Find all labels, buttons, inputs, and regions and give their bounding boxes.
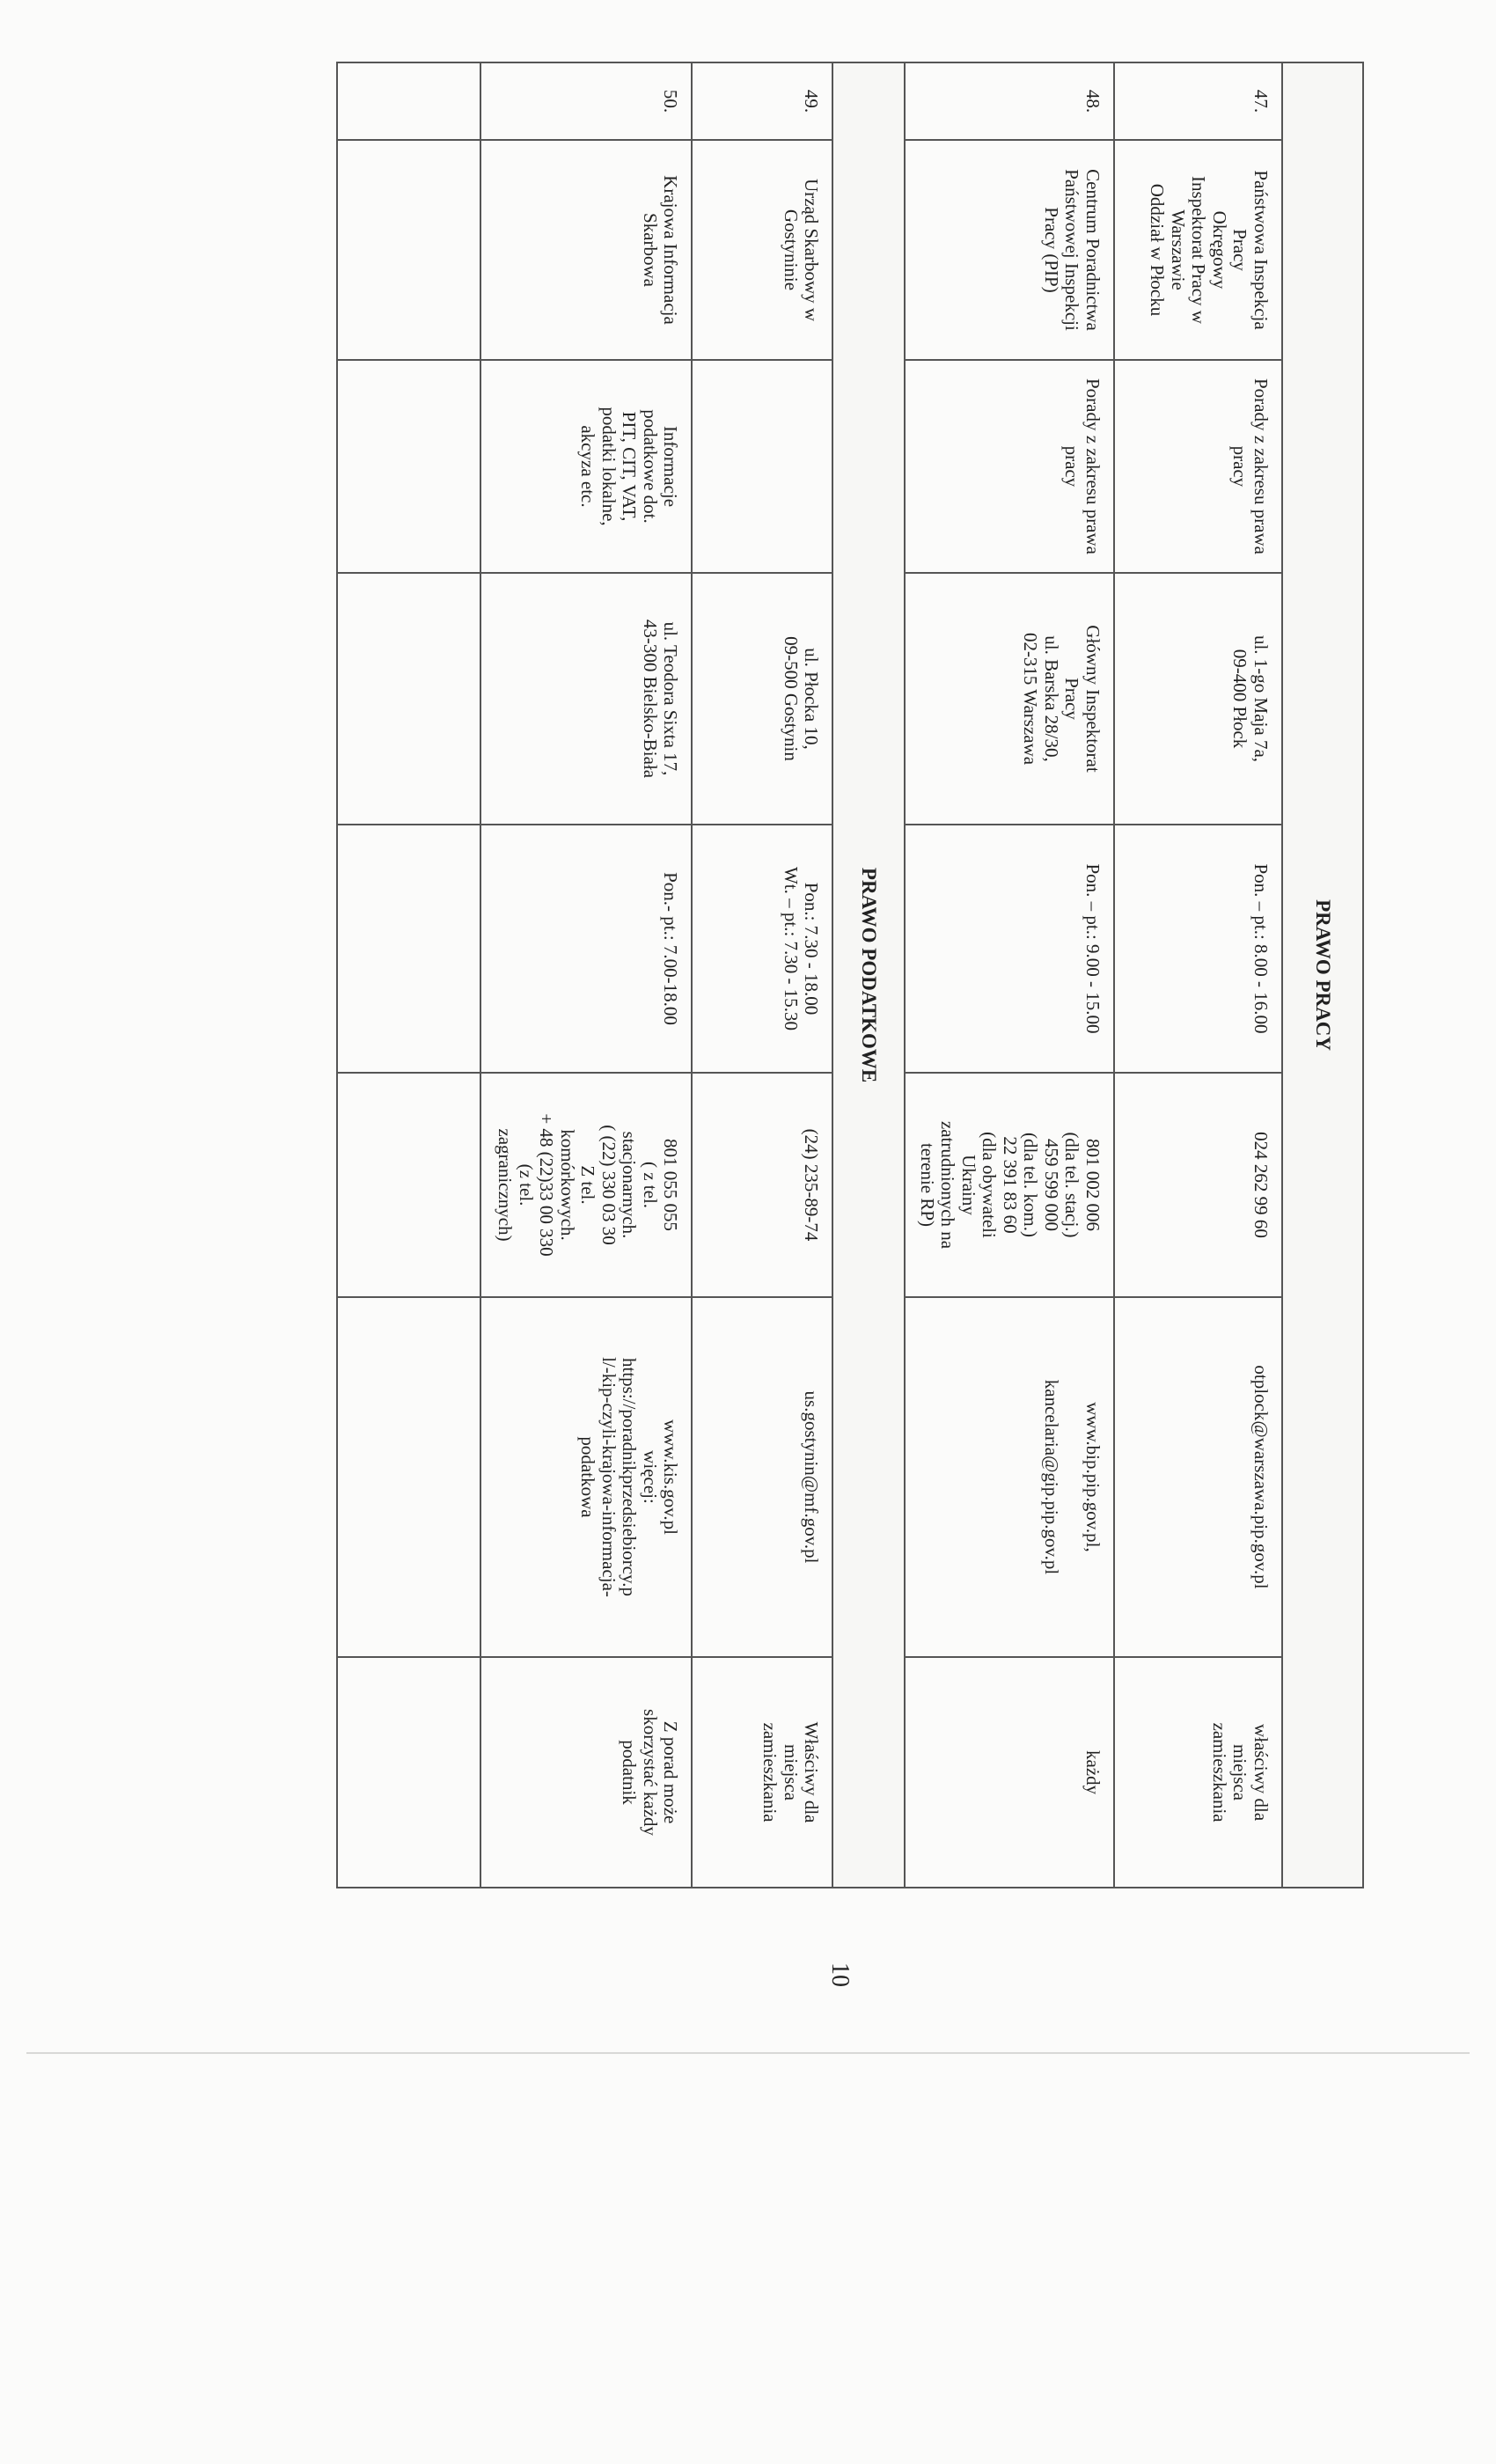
- table-row: [1114, 62, 1282, 1888]
- section-header-row: [832, 62, 905, 1888]
- hours-cell: Pon. – pt.: 9.00 - 15.00: [905, 825, 1114, 1073]
- table-row: [905, 62, 1114, 1888]
- scope-cell: [692, 360, 832, 573]
- phone-cell: 801 055 055 ( z tel. stacjonarnych. ( (22) 330 03 30 Z tel. komórkowych. + 48 (22)33 00 330 (z tel. zagranicznych): [480, 1073, 692, 1297]
- scope-cell: Porady z zakresu prawa pracy: [905, 360, 1114, 573]
- address-cell: ul. Płocka 10, 09-500 Gostynin: [692, 573, 832, 825]
- table-row: [692, 62, 832, 1888]
- contact-cell: www.bip.pip.gov.pl, kancelaria@gip.pip.gov.pl: [905, 1297, 1114, 1657]
- contact-cell: us.gostynin@mf.gov.pl: [692, 1297, 832, 1657]
- table-row-empty: [337, 62, 480, 1888]
- eligibility-cell: każdy: [905, 1657, 1114, 1888]
- empty-cell: [337, 825, 480, 1073]
- row-number: 49.: [692, 62, 832, 140]
- institution-cell: Krajowa Informacja Skarbowa: [480, 140, 692, 360]
- hours-cell: Pon.- pt.: 7.00-18.00: [480, 825, 692, 1073]
- scan-edge-divider: [26, 2052, 1470, 2054]
- address-cell: Główny Inspektorat Pracy ul. Barska 28/30, 02-315 Warszawa: [905, 573, 1114, 825]
- section-title-labour-law: PRAWO PRACY: [1282, 62, 1363, 1888]
- institution-cell: Centrum Poradnictwa Państwowej Inspekcji Pracy (PIP): [905, 140, 1114, 360]
- row-number: 50.: [480, 62, 692, 140]
- phone-cell: (24) 235-89-74: [692, 1073, 832, 1297]
- scope-cell: Porady z zakresu prawa pracy: [1114, 360, 1282, 573]
- phone-cell: 801 002 006 (dla tel. stacj.) 459 599 000 (dla tel. kom.) 22 391 83 60 (dla obywateli Ukrainy zatrudnionych na terenie RP): [905, 1073, 1114, 1297]
- scope-cell: Informacje podatkowe dot. PIT, CIT, VAT, podatki lokalne, akcyza etc.: [480, 360, 692, 573]
- section-header-row: [1282, 62, 1363, 1888]
- institution-cell: Urząd Skarbowy w Gostyninie: [692, 140, 832, 360]
- row-number: 48.: [905, 62, 1114, 140]
- empty-cell: [337, 1297, 480, 1657]
- empty-cell: [337, 62, 480, 140]
- rotated-page: [352, 62, 1364, 1987]
- hours-cell: Pon. – pt.: 8.00 - 16.00: [1114, 825, 1282, 1073]
- eligibility-cell: Z porad może skorzystać każdy podatnik: [480, 1657, 692, 1888]
- page-number: 10: [826, 1962, 854, 1987]
- empty-cell: [337, 360, 480, 573]
- institutions-table: [336, 62, 1364, 1888]
- empty-cell: [337, 140, 480, 360]
- empty-cell: [337, 573, 480, 825]
- empty-cell: [337, 1657, 480, 1888]
- empty-cell: [337, 1073, 480, 1297]
- table-row: [480, 62, 692, 1888]
- hours-cell: Pon.: 7.30 - 18.00 Wt. – pt.: 7.30 - 15.30: [692, 825, 832, 1073]
- contact-cell: otplock@warszawa.pip.gov.pl: [1114, 1297, 1282, 1657]
- address-cell: ul. Teodora Sixta 17, 43-300 Bielsko-Biała: [480, 573, 692, 825]
- contact-cell: www.kis.gov.pl więcej: https://poradnikprzedsiebiorcy.p l/-kip-czyli-krajowa-informacja- podatkowa: [480, 1297, 692, 1657]
- eligibility-cell: właściwy dla miejsca zamieszkania: [1114, 1657, 1282, 1888]
- row-number: 47.: [1114, 62, 1282, 140]
- phone-cell: 024 262 99 60: [1114, 1073, 1282, 1297]
- address-cell: ul. 1-go Maja 7a, 09-400 Płock: [1114, 573, 1282, 825]
- section-title-tax-law: PRAWO PODATKOWE: [832, 62, 905, 1888]
- eligibility-cell: Właściwy dla miejsca zamieszkania: [692, 1657, 832, 1888]
- institution-cell: Państwowa Inspekcja Pracy Okręgowy Inspektorat Pracy w Warszawie Oddział w Płocku: [1114, 140, 1282, 360]
